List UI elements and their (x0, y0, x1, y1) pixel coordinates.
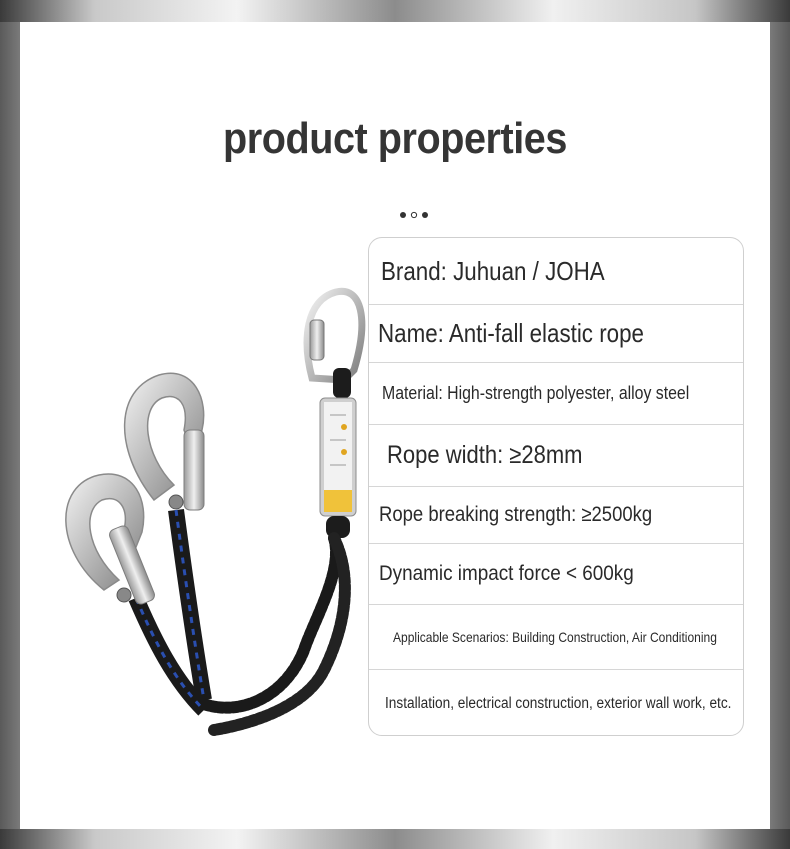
property-row-brand: Brand: Juhuan / JOHA (369, 238, 743, 305)
pagination-dots-icon (397, 209, 437, 221)
property-row-scenarios-continued: Installation, electrical construction, exterior wall work, etc. (385, 694, 732, 712)
properties-table (368, 237, 744, 736)
property-row-name: Name: Anti-fall elastic rope (369, 305, 743, 363)
property-row-scenarios: Applicable Scenarios: Building Construction, Air Conditioning (369, 605, 743, 670)
property-row-rope-width: Rope width: ≥28mm (369, 425, 743, 487)
snap-hook-icon-2 (66, 474, 156, 606)
property-row-material: Material: High-strength polyester, alloy steel (369, 363, 743, 425)
page-title: product properties (223, 114, 567, 163)
safety-lanyard-product-image (44, 280, 384, 740)
carabiner-icon (307, 291, 362, 380)
bottom-metal-frame (0, 829, 790, 849)
content-card (20, 22, 770, 829)
top-metal-frame (0, 0, 790, 22)
property-row-breaking-strength: Rope breaking strength: ≥2500kg (369, 487, 743, 544)
property-row-impact-force: Dynamic impact force < 600kg (369, 544, 743, 605)
